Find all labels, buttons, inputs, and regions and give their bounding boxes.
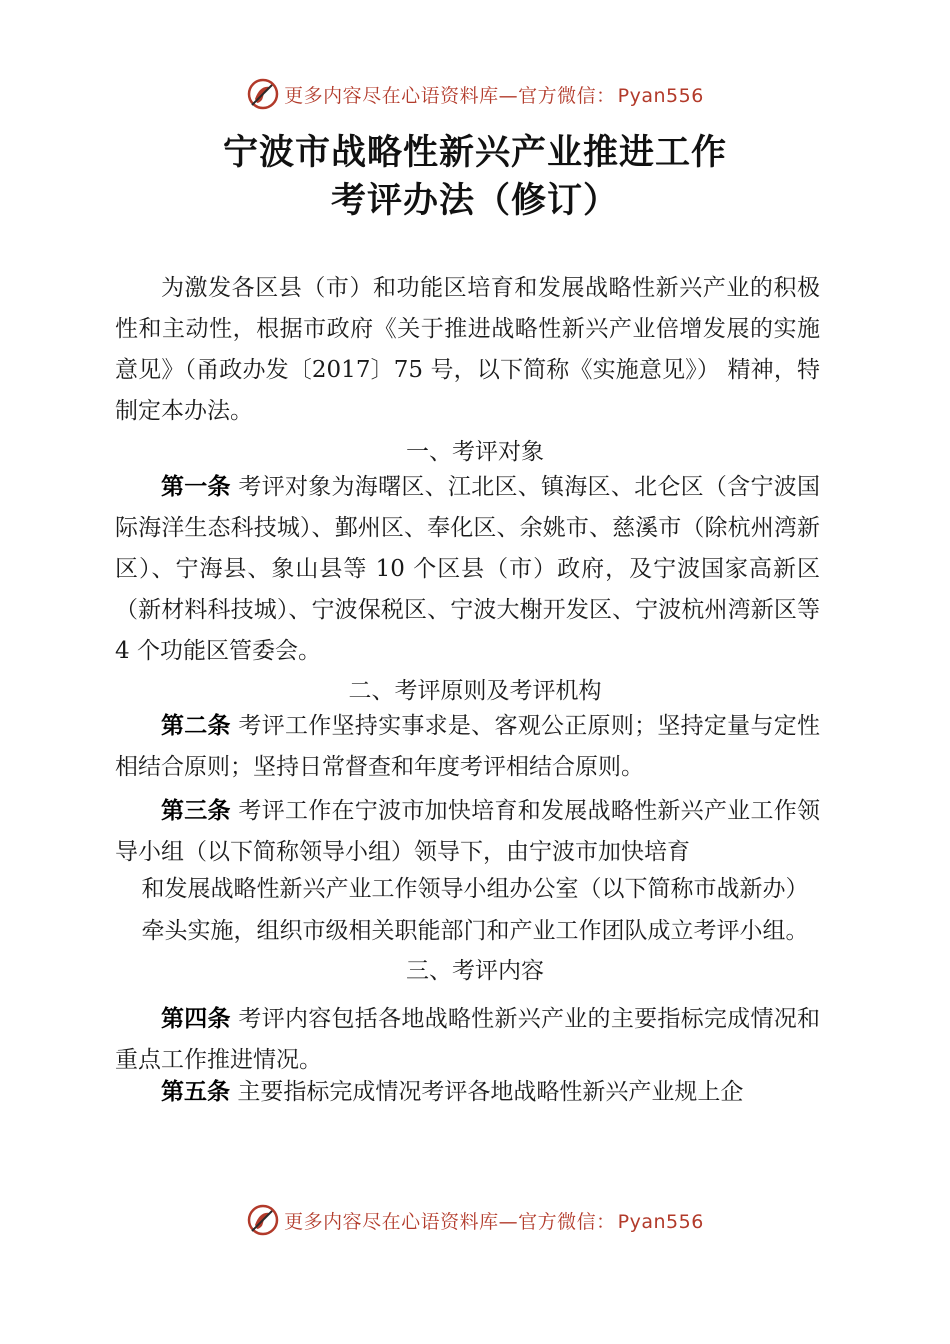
- section-heading-3: 三、考评内容: [406, 958, 544, 984]
- watermark-text: 更多内容尽在心语资料库—官方微信：: [284, 1210, 616, 1233]
- article-1-text: 考评对象为海曙区、江北区、镇海区、北仑区（含宁波国际海洋生态科技城）、鄞州区、奉化区、余姚市、慈溪市（除杭州湾新区）、宁海县、象山县等 10 个区县（市）政府，及宁波国家高新区（新材料科技城）、宁波保税区、宁波大榭开发区、宁波杭州湾新区等 4 个功能区管委会。: [115, 474, 821, 664]
- intro-paragraph: 为激发各区县（市）和功能区培育和发展战略性新兴产业的积极性和主动性，根据市政府《关于推进战略性新兴产业倍增发展的实施意见》（甬政办发〔2017〕75 号，以下简称《实施意见》） 精神，特制定本办法。: [115, 275, 820, 424]
- section-heading-1: 一、考评对象: [406, 439, 544, 465]
- article-3-label: 第三条: [161, 798, 231, 824]
- article-2: [115, 706, 820, 788]
- article-5-label: 第五条: [161, 1079, 230, 1105]
- article-3: [115, 791, 820, 873]
- article-3-line4: 牵头实施，组织市级相关职能部门和产业工作团队成立考评小组。: [141, 918, 809, 944]
- article-1-label: 第一条: [161, 474, 231, 500]
- article-4-text: 考评内容包括各地战略性新兴产业的主要指标完成情况和重点工作推进情况。: [115, 1006, 821, 1073]
- document-title-line2: 考评办法（修订）: [330, 180, 619, 221]
- section-heading-2: 二、考评原则及考评机构: [348, 678, 602, 704]
- article-3-line3: 和发展战略性新兴产业工作领导小组办公室（以下简称市战新办）: [141, 876, 809, 902]
- article-1: [115, 467, 820, 672]
- watermark-text: 更多内容尽在心语资料库—官方微信：: [284, 84, 616, 107]
- document-title-line1: 宁波市战略性新兴产业推进工作: [222, 132, 727, 173]
- article-3-text: 考评工作在宁波市加快培育和发展战略性新兴产业工作领导小组（以下简称领导小组）领导下，由宁波市加快培育: [115, 798, 821, 865]
- article-5-text: 主要指标完成情况考评各地战略性新兴产业规上企: [237, 1079, 744, 1105]
- article-4-label: 第四条: [161, 1006, 231, 1032]
- article-5: [115, 1072, 820, 1113]
- article-4: [115, 999, 820, 1081]
- watermark-footer: [0, 1200, 950, 1240]
- article-2-label: 第二条: [161, 713, 231, 739]
- watermark-header: [0, 74, 950, 114]
- brand-logo-icon: [246, 77, 280, 111]
- watermark-wechat-id: Pyan556: [617, 1210, 704, 1233]
- watermark-wechat-id: Pyan556: [617, 84, 704, 107]
- article-2-text: 考评工作坚持实事求是、客观公正原则；坚持定量与定性相结合原则；坚持日常督查和年度考评相结合原则。: [115, 713, 821, 780]
- brand-logo-icon: [246, 1203, 280, 1237]
